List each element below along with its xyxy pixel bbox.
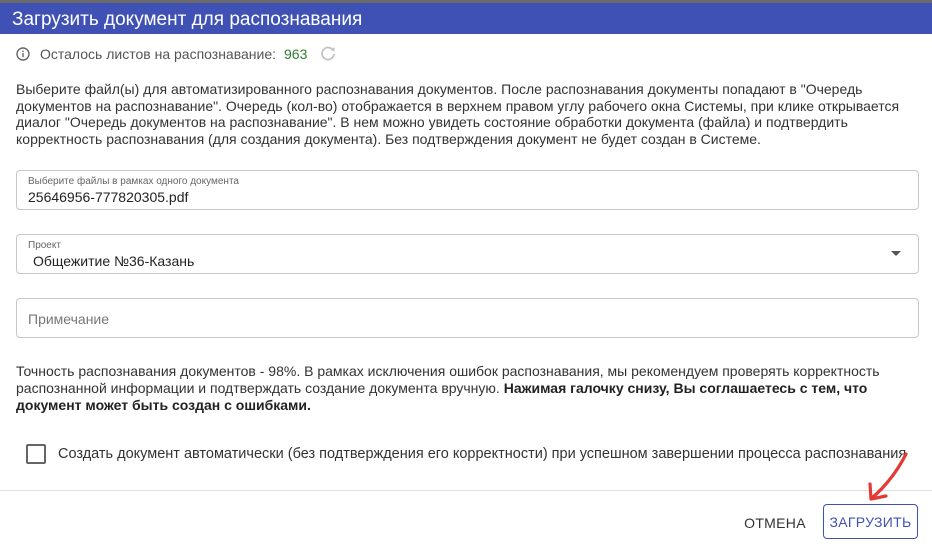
note-input-placeholder: Примечание (28, 311, 110, 327)
caret-down-icon[interactable] (891, 251, 901, 256)
note-input[interactable] (16, 298, 919, 338)
upload-description: Выберите файл(ы) для автоматизированного распознавания документов. После распознавания документы попадают в "Очередь документов на распознавание". Очередь (кол-во) отображается в верхнем правом углу рабочего окна Системы, при клике открывается диалог "Очередь документов на распознавание". В нем можно увидеть состояние обработки документа (файла) и подтвердить корректность распознавания (для создания документа). Без подтверждения документ не будет создан в Системе. (16, 81, 900, 147)
auto-create-checkbox[interactable] (26, 444, 46, 464)
refresh-icon[interactable] (319, 45, 337, 63)
file-select-label: Выберите файлы в рамках одного документа (28, 176, 239, 187)
project-select[interactable] (16, 234, 919, 274)
footer-divider (0, 490, 932, 491)
cancel-button[interactable]: ОТМЕНА (744, 515, 806, 531)
info-circle-icon (16, 47, 30, 61)
accuracy-warning: Нажимая галочку снизу, Вы соглашаетесь с тем, что документ может быть создан с ошибками. (16, 380, 868, 413)
red-arrow-icon (862, 448, 914, 504)
remaining-pages-row (16, 44, 337, 64)
remaining-pages-label: Осталось листов на распознавание: (40, 46, 277, 62)
dialog-title: Загрузить документ для распознавания (12, 9, 363, 30)
file-select-value: 25646956-777820305.pdf (28, 189, 189, 205)
accuracy-text: Точность распознавания документов - 98%. В рамках исключения ошибок распознавания, мы рекомендуем проверять корректность распознанной информации и подтверждать создание документа вручную. (16, 363, 880, 396)
upload-button[interactable]: ЗАГРУЗИТЬ (823, 504, 918, 539)
auto-create-label[interactable]: Создать документ автоматически (без подтверждения его корректности) при успешном завершении процесса распознавания (58, 446, 907, 462)
dialog-title-bar (0, 3, 932, 34)
project-select-label: Проект (28, 240, 61, 251)
accuracy-notice (16, 363, 911, 414)
file-select-field[interactable] (16, 170, 919, 210)
auto-create-row (26, 444, 906, 464)
remaining-pages-count: 963 (284, 46, 308, 62)
project-select-value: Общежитие №36-Казань (33, 253, 195, 269)
